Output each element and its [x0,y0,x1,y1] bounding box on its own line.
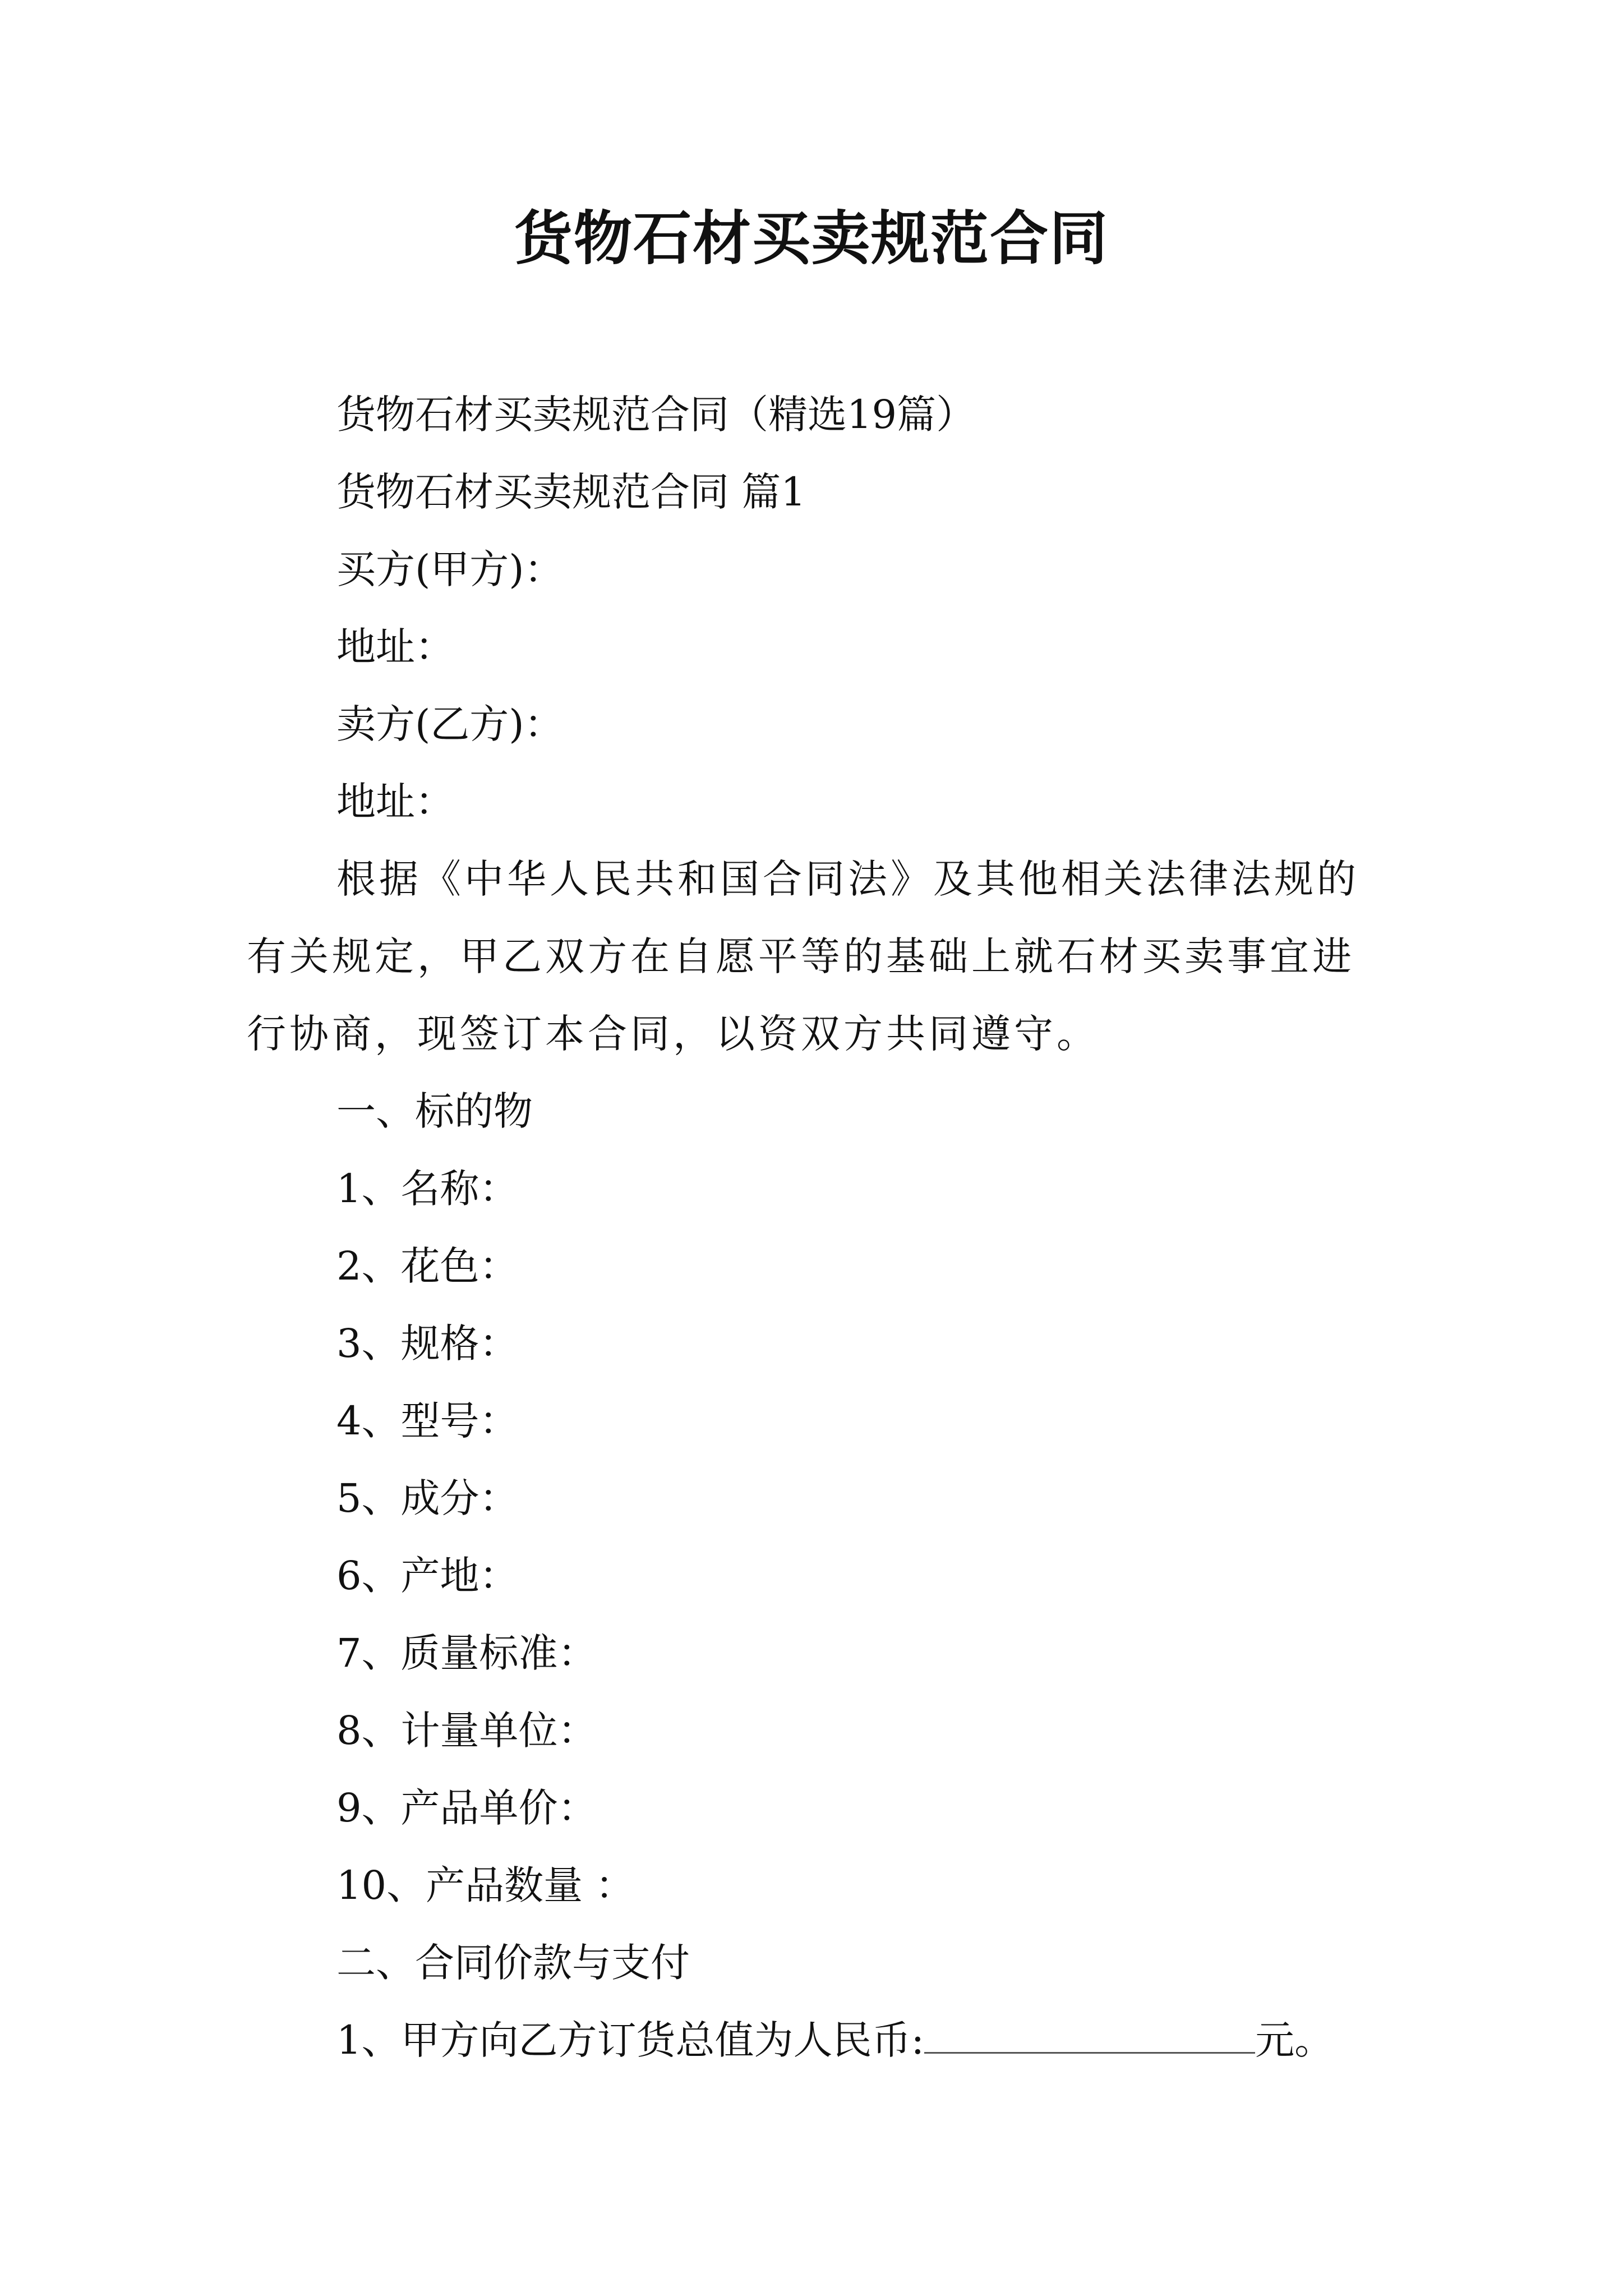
item-spec: 3、规格： [336,1320,519,1366]
payment-line-suffix: 元。 [1255,2017,1334,2063]
item-model: 4、型号： [336,1398,519,1444]
item-quality-standard: 7、质量标准： [336,1630,597,1676]
item-origin: 6、产地： [336,1553,519,1599]
part1-heading: 一、标的物 [336,1088,533,1134]
item-color: 2、花色： [336,1243,519,1289]
payment-line-prefix: 1、甲方向乙方订货总值为人民币: [336,2017,925,2063]
item-composition: 5、成分： [336,1475,519,1521]
amount-blank[interactable] [924,2018,1255,2054]
document-body [247,376,1391,2079]
seller-address-label: 地址： [336,779,454,825]
buyer-label: 买方(甲方)： [336,546,564,592]
item-quantity: 10、产品数量 ： [336,1862,635,1908]
preamble-paragraph: 根据《中华人民共和国合同法》及其他相关法律法规的有关规定，甲乙双方在自愿平等的基础上就石材买卖事宜进行协商，现签订本合同，以资双方共同遵守。 [247,856,1359,1057]
buyer-address-label: 地址： [336,624,454,670]
item-unit-price: 9、产品单价： [336,1785,597,1831]
part2-heading: 二、合同价款与支付 [336,1940,690,1986]
item-name: 1、名称： [336,1166,519,1212]
section-heading: 货物石材买卖规范合同 篇1 [336,469,806,515]
document-subtitle: 货物石材买卖规范合同（精选19篇） [336,392,976,438]
item-unit: 8、计量单位： [336,1708,597,1754]
payment-line [247,2001,1391,2079]
seller-label: 卖方(乙方)： [336,701,564,747]
document-title: 货物石材买卖规范合同 [514,204,1109,273]
